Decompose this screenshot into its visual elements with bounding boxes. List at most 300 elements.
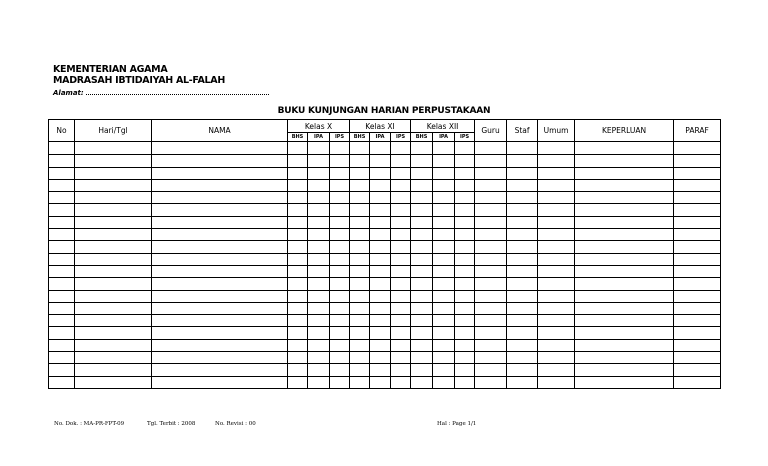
table-cell [350, 142, 370, 155]
table-cell [433, 265, 455, 277]
table-cell [475, 376, 507, 388]
table-cell [308, 241, 330, 253]
table-cell [370, 352, 391, 364]
table-cell [75, 253, 152, 265]
table-cell [507, 167, 538, 179]
table-cell [475, 253, 507, 265]
table-cell [674, 352, 721, 364]
table-cell [308, 290, 330, 302]
table-cell [411, 315, 433, 327]
table-cell [538, 179, 575, 191]
table-cell [350, 204, 370, 216]
table-cell [152, 352, 288, 364]
table-cell [75, 302, 152, 314]
col-keperluan: KEPERLUAN [575, 120, 674, 142]
table-cell [391, 192, 411, 204]
table-cell [49, 352, 75, 364]
table-cell [455, 265, 475, 277]
table-cell [538, 265, 575, 277]
table-cell [538, 253, 575, 265]
table-cell [152, 327, 288, 339]
table-cell [507, 204, 538, 216]
table-cell [575, 339, 674, 351]
table-cell [455, 216, 475, 228]
table-cell [411, 352, 433, 364]
col-kelas-xii: Kelas XII [411, 120, 475, 133]
table-cell [288, 376, 308, 388]
table-cell [288, 229, 308, 241]
table-cell [288, 253, 308, 265]
address-label: Alamat [53, 89, 81, 97]
table-cell [433, 192, 455, 204]
table-cell [152, 155, 288, 167]
table-cell [308, 142, 330, 155]
table-cell [350, 302, 370, 314]
table-cell [288, 179, 308, 191]
table-cell [507, 339, 538, 351]
table-cell [350, 241, 370, 253]
table-cell [475, 241, 507, 253]
table-cell [411, 155, 433, 167]
table-cell [455, 315, 475, 327]
table-body [49, 142, 721, 389]
table-cell [475, 302, 507, 314]
table-cell [507, 302, 538, 314]
table-cell [49, 253, 75, 265]
table-cell [370, 241, 391, 253]
table-cell [538, 290, 575, 302]
table-cell [370, 179, 391, 191]
table-cell [433, 204, 455, 216]
table-cell [308, 302, 330, 314]
table-cell [308, 352, 330, 364]
table-cell [411, 179, 433, 191]
table-cell [674, 241, 721, 253]
table-cell [75, 290, 152, 302]
table-cell [538, 241, 575, 253]
table-cell [475, 265, 507, 277]
table-cell [288, 302, 308, 314]
table-cell [350, 339, 370, 351]
table-cell [75, 142, 152, 155]
table-row [49, 253, 721, 265]
table-cell [455, 155, 475, 167]
table-cell [455, 142, 475, 155]
sub-col-bhs: BHS [288, 133, 308, 142]
table-cell [330, 179, 350, 191]
table-cell [575, 179, 674, 191]
table-cell [674, 265, 721, 277]
table-cell [475, 155, 507, 167]
table-cell [507, 216, 538, 228]
table-cell [411, 364, 433, 376]
table-cell [411, 229, 433, 241]
table-row [49, 315, 721, 327]
table-cell [507, 278, 538, 290]
table-cell [288, 327, 308, 339]
table-cell [674, 204, 721, 216]
table-row [49, 179, 721, 191]
table-cell [538, 302, 575, 314]
table-cell [475, 167, 507, 179]
table-cell [152, 253, 288, 265]
table-cell [49, 155, 75, 167]
table-row [49, 241, 721, 253]
table-cell [308, 278, 330, 290]
table-cell [350, 278, 370, 290]
table-cell [370, 155, 391, 167]
table-cell [575, 155, 674, 167]
table-cell [391, 302, 411, 314]
col-name: NAMA [152, 120, 288, 142]
table-cell [350, 315, 370, 327]
table-cell [350, 253, 370, 265]
table-cell [674, 167, 721, 179]
table-cell [455, 192, 475, 204]
table-cell [370, 265, 391, 277]
table-cell [411, 167, 433, 179]
table-row [49, 278, 721, 290]
table-cell [391, 241, 411, 253]
table-cell [49, 327, 75, 339]
sub-col-bhs: BHS [350, 133, 370, 142]
table-cell [507, 290, 538, 302]
table-cell [674, 278, 721, 290]
table-cell [350, 229, 370, 241]
table-cell [411, 216, 433, 228]
col-kelas-xi: Kelas XI [350, 120, 411, 133]
table-cell [330, 265, 350, 277]
table-cell [674, 290, 721, 302]
table-cell [308, 315, 330, 327]
table-cell [455, 376, 475, 388]
table-cell [674, 216, 721, 228]
table-cell [455, 364, 475, 376]
table-cell [455, 278, 475, 290]
table-cell [391, 364, 411, 376]
table-cell [75, 352, 152, 364]
table-cell [455, 253, 475, 265]
table-row [49, 376, 721, 388]
table-cell [674, 142, 721, 155]
table-cell [391, 265, 411, 277]
table-cell [433, 229, 455, 241]
table-cell [370, 364, 391, 376]
table-cell [288, 241, 308, 253]
table-cell [75, 339, 152, 351]
table-cell [433, 216, 455, 228]
table-cell [391, 290, 411, 302]
table-cell [370, 302, 391, 314]
table-cell [49, 192, 75, 204]
table-cell [49, 376, 75, 388]
table-cell [411, 192, 433, 204]
table-cell [308, 339, 330, 351]
table-cell [674, 179, 721, 191]
table-cell [350, 290, 370, 302]
ministry-name: KEMENTERIAN AGAMA [53, 64, 168, 75]
table-cell [152, 204, 288, 216]
table-cell [674, 253, 721, 265]
table-cell [455, 327, 475, 339]
table-cell [350, 364, 370, 376]
table-cell [330, 376, 350, 388]
table-cell [288, 364, 308, 376]
table-cell [350, 192, 370, 204]
table-cell [288, 167, 308, 179]
table-cell [433, 290, 455, 302]
table-cell [455, 179, 475, 191]
table-row [49, 265, 721, 277]
table-cell [433, 155, 455, 167]
table-cell [308, 265, 330, 277]
table-cell [330, 216, 350, 228]
sub-col-ips: IPS [330, 133, 350, 142]
table-cell [433, 376, 455, 388]
col-paraf: PARAF [674, 120, 721, 142]
table-cell [49, 229, 75, 241]
table-cell [330, 364, 350, 376]
table-cell [49, 241, 75, 253]
table-cell [575, 241, 674, 253]
table-row [49, 339, 721, 351]
table-cell [674, 155, 721, 167]
table-cell [507, 229, 538, 241]
table-cell [152, 142, 288, 155]
table-row [49, 192, 721, 204]
table-cell [575, 278, 674, 290]
table-cell [330, 192, 350, 204]
table-cell [507, 376, 538, 388]
table-cell [49, 290, 75, 302]
table-cell [308, 229, 330, 241]
table-cell [75, 192, 152, 204]
table-cell [330, 204, 350, 216]
table-cell [433, 278, 455, 290]
table-cell [75, 278, 152, 290]
table-cell [411, 376, 433, 388]
table-cell [75, 376, 152, 388]
table-cell [674, 192, 721, 204]
table-cell [370, 315, 391, 327]
col-no: No [49, 120, 75, 142]
table-cell [75, 364, 152, 376]
table-cell [391, 142, 411, 155]
table-cell [152, 278, 288, 290]
table-cell [152, 315, 288, 327]
table-cell [507, 192, 538, 204]
table-cell [288, 278, 308, 290]
table-cell [538, 204, 575, 216]
table-cell [538, 278, 575, 290]
table-cell [411, 241, 433, 253]
table-cell [575, 142, 674, 155]
table-cell [538, 339, 575, 351]
table-cell [411, 278, 433, 290]
table-cell [455, 229, 475, 241]
table-cell [308, 192, 330, 204]
table-cell [575, 364, 674, 376]
table-cell [288, 290, 308, 302]
table-cell [575, 352, 674, 364]
table-cell [433, 364, 455, 376]
table-cell [152, 241, 288, 253]
sub-col-ips: IPS [391, 133, 411, 142]
table-cell [674, 327, 721, 339]
table-cell [475, 290, 507, 302]
table-cell [370, 216, 391, 228]
table-cell [288, 265, 308, 277]
table-cell [455, 290, 475, 302]
table-cell [330, 229, 350, 241]
table-cell [370, 253, 391, 265]
table-cell [350, 327, 370, 339]
table-cell [538, 155, 575, 167]
table-cell [433, 315, 455, 327]
sub-col-ipa: IPA [308, 133, 330, 142]
table-cell [575, 192, 674, 204]
table-cell [330, 241, 350, 253]
table-cell [350, 179, 370, 191]
table-cell [538, 327, 575, 339]
table-cell [288, 142, 308, 155]
table-row [49, 290, 721, 302]
table-cell [433, 327, 455, 339]
table-cell [507, 265, 538, 277]
table-cell [308, 364, 330, 376]
table-row [49, 142, 721, 155]
table-cell [75, 179, 152, 191]
table-cell [507, 315, 538, 327]
table-cell [308, 155, 330, 167]
table-cell [152, 265, 288, 277]
table-cell [475, 204, 507, 216]
table-cell [507, 155, 538, 167]
table-cell [433, 352, 455, 364]
table-cell [391, 376, 411, 388]
table-cell [75, 327, 152, 339]
table-cell [391, 315, 411, 327]
table-cell [475, 142, 507, 155]
table-cell [391, 167, 411, 179]
table-cell [288, 155, 308, 167]
table-cell [288, 352, 308, 364]
table-cell [538, 216, 575, 228]
table-cell [49, 265, 75, 277]
table-cell [75, 229, 152, 241]
table-cell [575, 302, 674, 314]
table-cell [433, 241, 455, 253]
table-cell [411, 204, 433, 216]
table-cell [538, 376, 575, 388]
table-row [49, 352, 721, 364]
table-cell [75, 204, 152, 216]
table-cell [455, 241, 475, 253]
table-cell [350, 216, 370, 228]
table-cell [575, 253, 674, 265]
table-cell [575, 376, 674, 388]
table-cell [674, 364, 721, 376]
table-cell [330, 278, 350, 290]
table-cell [674, 302, 721, 314]
table-cell [575, 290, 674, 302]
table-cell [75, 216, 152, 228]
footer-revision: No. Revisi : 00 [215, 421, 256, 427]
table-cell [391, 204, 411, 216]
table-cell [674, 229, 721, 241]
table-cell [288, 192, 308, 204]
table-cell [152, 302, 288, 314]
table-cell [575, 229, 674, 241]
col-staf: Staf [507, 120, 538, 142]
table-cell [75, 265, 152, 277]
table-cell [475, 278, 507, 290]
table-cell [538, 364, 575, 376]
table-cell [507, 253, 538, 265]
table-cell [455, 204, 475, 216]
footer-page: Hal : Page 1/1 [437, 421, 477, 427]
table-cell [455, 339, 475, 351]
table-cell [330, 339, 350, 351]
table-cell [411, 265, 433, 277]
table-cell [674, 315, 721, 327]
table-cell [507, 241, 538, 253]
table-cell [475, 352, 507, 364]
table-cell [391, 339, 411, 351]
table-cell [575, 216, 674, 228]
table-row [49, 364, 721, 376]
table-cell [49, 142, 75, 155]
table-cell [507, 142, 538, 155]
sub-col-ipa: IPA [370, 133, 391, 142]
table-cell [308, 179, 330, 191]
table-cell [288, 216, 308, 228]
table-cell [391, 278, 411, 290]
table-cell [507, 327, 538, 339]
table-cell [75, 315, 152, 327]
table-cell [507, 364, 538, 376]
table-cell [433, 302, 455, 314]
col-kelas-x: Kelas X [288, 120, 350, 133]
table-cell [391, 155, 411, 167]
table-cell [575, 204, 674, 216]
table-cell [370, 204, 391, 216]
table-cell [152, 290, 288, 302]
table-cell [350, 265, 370, 277]
table-cell [308, 204, 330, 216]
table-cell [575, 327, 674, 339]
table-row [49, 302, 721, 314]
table-cell [433, 142, 455, 155]
sub-col-bhs: BHS [411, 133, 433, 142]
table-cell [411, 253, 433, 265]
table-cell [455, 352, 475, 364]
table-cell [308, 216, 330, 228]
table-cell [49, 302, 75, 314]
table-cell [391, 327, 411, 339]
table-cell [350, 167, 370, 179]
table-cell [152, 364, 288, 376]
table-cell [350, 155, 370, 167]
address-line: Alamat: [53, 87, 269, 97]
sub-col-ips: IPS [455, 133, 475, 142]
footer-doc-no: No. Dok. : MA-PR-FPT-09 [54, 421, 125, 427]
table-cell [411, 290, 433, 302]
table-cell [152, 376, 288, 388]
address-blank [86, 87, 269, 95]
table-cell [411, 302, 433, 314]
table-cell [75, 167, 152, 179]
